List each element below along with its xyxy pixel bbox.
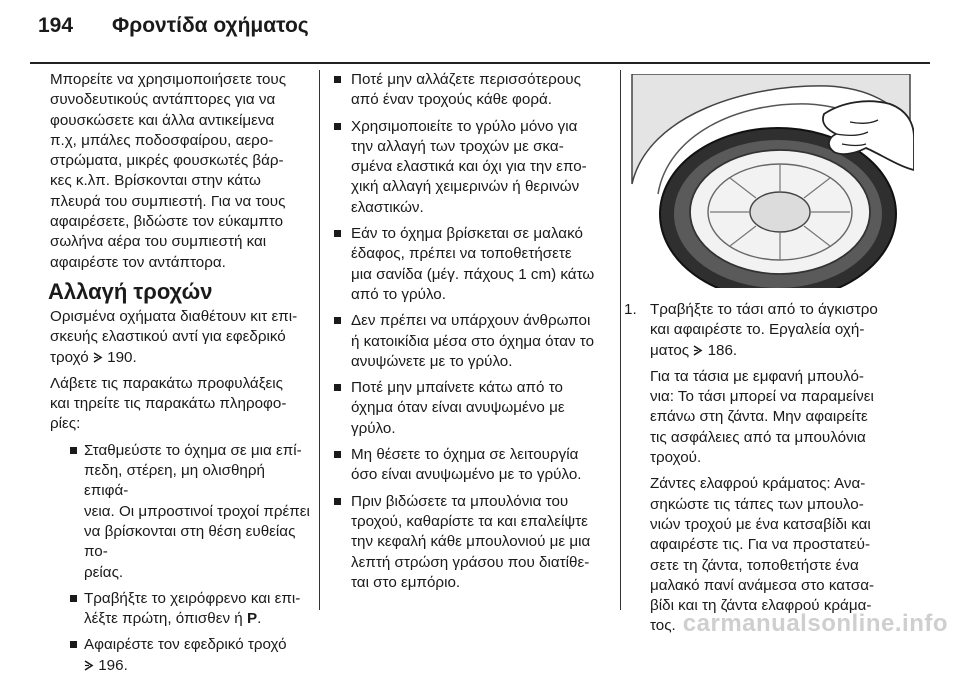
- warnings-list: [328, 70, 608, 593]
- list-item: Ποτέ μην μπαίνετε κάτω από το όχημα όταν είναι ανυψωμένο με γρύλο.: [328, 378, 608, 439]
- bullet-square-icon: [334, 384, 341, 391]
- header-rule: [30, 62, 930, 64]
- bullet-square-icon: [334, 451, 341, 458]
- bullet-square-icon: [334, 317, 341, 324]
- column-left: [50, 70, 312, 682]
- reference-link-186[interactable]: 186.: [707, 341, 738, 359]
- list-item: Αφαιρέστε τον εφεδρικό τροχό 196.: [62, 635, 312, 676]
- reference-link-196[interactable]: 196.: [98, 656, 128, 674]
- list-item: Δεν πρέπει να υπάρχουν άνθρωποι ή κατοικίδια μέσα στο όχημα όταν το ανυψώνετε με το γρύλο.: [328, 311, 608, 372]
- bullet-square-icon: [334, 230, 341, 237]
- list-item: Τραβήξτε το χειρόφρενο και επι- λέξτε πρώτη, όπισθεν ή P.: [62, 589, 312, 630]
- list-item: Εάν το όχημα βρίσκεται σε μαλακό έδαφος, πρέπει να τοποθετήσετε μια σανίδα (μέγ. πάχους 1 cm) κάτω από το γρύλο.: [328, 224, 608, 305]
- page-title: Φροντίδα οχήματος: [112, 14, 309, 37]
- page-footer: [0, 610, 960, 642]
- page-number: 194: [38, 14, 74, 37]
- step-number: 1.: [624, 301, 637, 318]
- reference-link-190[interactable]: 190.: [107, 348, 137, 366]
- list-item: Ποτέ μην αλλάζετε περισσότερους από έναν τροχούς κάθε φορά.: [328, 70, 608, 111]
- bullet-square-icon: [70, 641, 77, 648]
- page-header: [0, 0, 960, 58]
- alloy-wheels-note: Ζάντες ελαφρού κράματος: Ανα- σηκώστε τις τάπες των μπουλο- νιών τροχού με ένα κατσαβίδι και αφαιρέστε τις. Για να προστατεύ- σετε τη ζάντα, τοποθετήστε ένα μαλακό πανί ανάμεσα στο κατσα- βίδι και τη ζάντα ελαφρού κράμα- τος.: [650, 475, 875, 635]
- column-right: [624, 300, 914, 643]
- page-reference-icon: [84, 660, 94, 671]
- column-middle: [328, 70, 608, 599]
- intro-paragraph: Μπορείτε να χρησιμοποιήσετε τους συνοδευτικούς αντάπτορες για να φουσκώσετε και άλλα αντικείμενα π.χ, μπάλες ποδοσφαίρου, αερο- στρώματα, μικρές φουσκωτές βάρ- κες κ.λπ. Βρίσκονται στην κάτω πλευρά του συμπιεστή. Για να τους αφαιρέσετε, βιδώστε τον εύκαμπτο σωλήνα αέρα του συμπιεστή και αφαιρέστε τον αντάπτορα.: [50, 71, 287, 271]
- section-heading: Αλλαγή τροχών: [48, 278, 213, 304]
- steps-list: [624, 300, 914, 637]
- column-divider-2: [620, 70, 621, 610]
- precautions-paragraph: Λάβετε τις παρακάτω προφυλάξεις και τηρείτε τις παρακάτω πληροφο- ρίες:: [50, 374, 287, 433]
- wheel-cover-illustration: [628, 74, 914, 288]
- list-item: Πριν βιδώσετε τα μπουλόνια του τροχού, καθαρίστε τα και επαλείψτε την κεφαλή κάθε μπουλονιού με μια λεπτή στρώση γράσου που διατίθε- ται στο εμπόριο.: [328, 492, 608, 593]
- bullet-square-icon: [334, 123, 341, 130]
- list-item: Χρησιμοποιείτε το γρύλο μόνο για την αλλαγή των τροχών με σκα- σμένα ελαστικά και όχι για την επο- χική αλλαγή χειμερινών ή θερινών ελαστικών.: [328, 117, 608, 218]
- spare-kit-paragraph: Ορισμένα οχήματα διαθέτουν κιτ επι- σκευής ελαστικού αντί για εφεδρικό τροχό 190.: [50, 307, 298, 366]
- bullet-square-icon: [334, 498, 341, 505]
- step-item: 1. Τραβήξτε το τάσι από το άγκιστρο και αφαιρέστε το. Εργαλεία οχή- ματος 186. Για τα τάσια με εμφανή μπουλό- νια: Το τάσι μπορεί να παραμείνει επάνω στη ζάντα. Μην αφαιρείτε τις ασφάλειες από τα μπουλόνια τροχού. Ζάντες ελαφρού κράματος: Ανα- σηκώστε τις τάπες των μπουλο- νιών τροχού με ένα κατσαβίδι και αφαιρέστε τις. Για να προστατεύ- σετε τη ζάντα, τοποθετήστε ένα μαλακό πανί ανάμεσα στο κατσα- βίδι και τη ζάντα ελαφρού κράμα- τος.: [624, 300, 914, 637]
- column-divider-1: [319, 70, 320, 610]
- bullet-square-icon: [70, 595, 77, 602]
- bullet-square-icon: [70, 447, 77, 454]
- watermark: carmanualsonline.info: [682, 610, 948, 637]
- page-reference-icon: [93, 352, 103, 363]
- list-item: Μη θέσετε το όχημα σε λειτουργία όσο είναι ανυψωμένο με το γρύλο.: [328, 445, 608, 486]
- list-item: Σταθμεύστε το όχημα σε μια επί- πεδη, στέρεη, μη ολισθηρή επιφά- νεια. Οι μπροστινοί τροχοί πρέπει να βρίσκονται στη θέση ευθείας πο- ρείας.: [62, 441, 312, 583]
- page-reference-icon: [693, 345, 703, 356]
- bullet-square-icon: [334, 76, 341, 83]
- visible-bolts-note: Για τα τάσια με εμφανή μπουλό- νια: Το τάσι μπορεί να παραμείνει επάνω στη ζάντα. Μην αφαιρείτε τις ασφάλειες από τα μπουλόνια τροχού.: [650, 367, 874, 467]
